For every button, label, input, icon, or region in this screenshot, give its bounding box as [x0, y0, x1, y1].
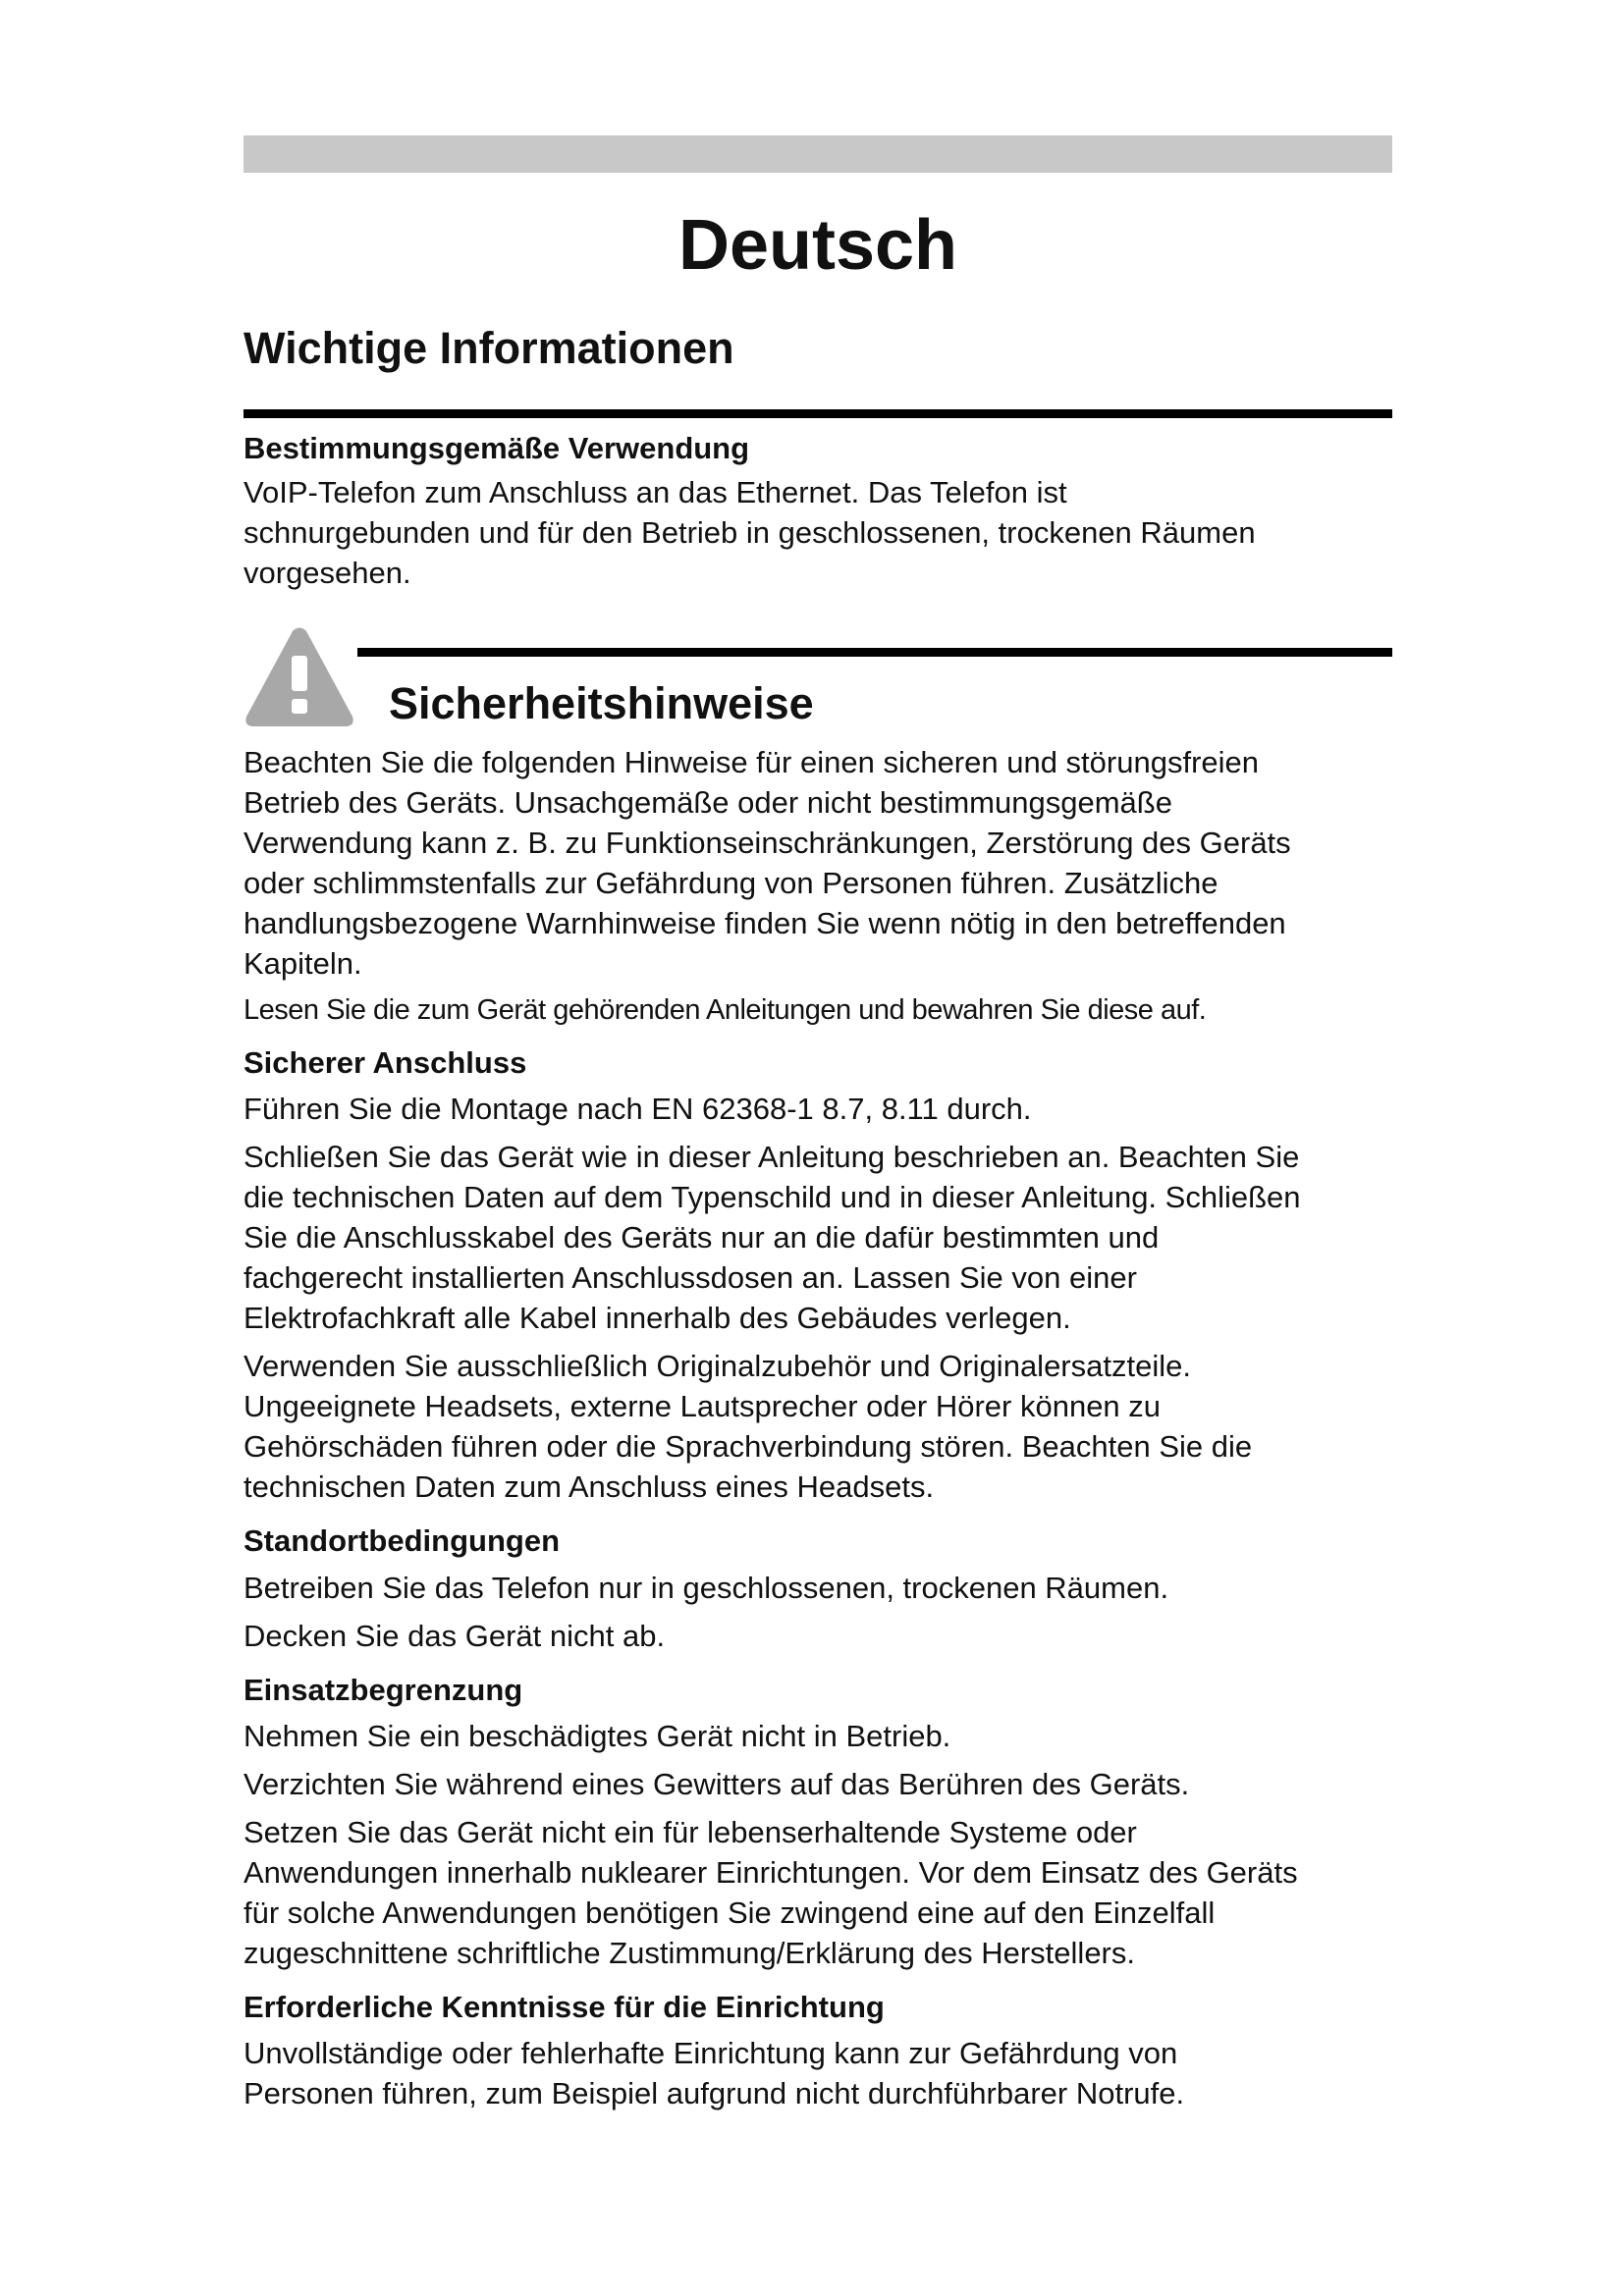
- page-content: [244, 135, 1392, 2113]
- section-heading: Standortbedingungen: [244, 1523, 561, 1559]
- text-line: handlungsbezogene Warnhinweise finden Sie wenn nötig in den betreffenden: [244, 906, 1286, 941]
- intended-use-block: [244, 430, 1392, 593]
- text-line: Sie die Anschlusskabel des Geräts nur an die dafür bestimmten und: [244, 1220, 1160, 1255]
- text-line: Ungeeignete Headsets, externe Lautsprecher oder Hörer können zu: [244, 1389, 1162, 1424]
- section-secure-connection: [244, 1044, 1392, 1507]
- paragraph: [244, 1346, 1392, 1507]
- section-heading: Einsatzbegrenzung: [244, 1672, 523, 1707]
- section-title: Wichtige Informationen: [244, 323, 734, 373]
- text-line: Setzen Sie das Gerät nicht ein für lebenserhaltende Systeme oder: [244, 1814, 1137, 1849]
- safety-intro: [244, 742, 1392, 984]
- safety-title: Sicherheitshinweise: [389, 678, 814, 729]
- text-line: Decken Sie das Gerät nicht ab.: [244, 1618, 666, 1653]
- text-line: Personen führen, zum Beispiel aufgrund nicht durchführbarer Notrufe.: [244, 2075, 1185, 2110]
- text-line: Kapiteln.: [244, 946, 362, 982]
- warning-triangle-icon: [244, 626, 355, 728]
- text-line: Betreiben Sie das Telefon nur in geschlossenen, trockenen Räumen.: [244, 1570, 1169, 1605]
- paragraph: [244, 1812, 1392, 1973]
- paragraph: [244, 2033, 1392, 2113]
- section-location-conditions: [244, 1522, 1392, 1655]
- text-line: Anwendungen innerhalb nuklearer Einrichtungen. Vor dem Einsatz des Geräts: [244, 1854, 1298, 1890]
- text-line: Betrieb des Geräts. Unsachgemäße oder nicht bestimmungsgemäße: [244, 785, 1172, 821]
- paragraph: [244, 1568, 1392, 1608]
- intended-use-heading: Bestimmungsgemäße Verwendung: [244, 431, 750, 465]
- text-line: schnurgebunden und für den Betrieb in geschlossenen, trockenen Räumen: [244, 515, 1256, 551]
- safety-note: Lesen Sie die zum Gerät gehörenden Anleitungen und bewahren Sie diese auf.: [244, 994, 1207, 1027]
- text-line: oder schlimmstenfalls zur Gefährdung von Personen führen. Zusätzliche: [244, 866, 1218, 901]
- text-line: technischen Daten zum Anschluss eines Headsets.: [244, 1469, 935, 1505]
- paragraph: [244, 1716, 1392, 1756]
- text-line: Verzichten Sie während eines Gewitters auf das Berühren des Geräts.: [244, 1766, 1190, 1801]
- text-line: zugeschnittene schriftliche Zustimmung/Erklärung des Herstellers.: [244, 1935, 1135, 1970]
- text-line: für solche Anwendungen benötigen Sie zwingend eine auf den Einzelfall: [244, 1895, 1216, 1930]
- intended-use-text: [244, 472, 1392, 593]
- section-divider: [244, 409, 1392, 418]
- language-title: Deutsch: [677, 206, 958, 285]
- paragraph: [244, 1137, 1392, 1338]
- paragraph: [244, 1089, 1392, 1129]
- text-line: Nehmen Sie ein beschädigtes Gerät nicht in Betrieb.: [244, 1718, 951, 1753]
- section-usage-limits: [244, 1672, 1392, 1973]
- section-heading: Erforderliche Kenntnisse für die Einrichtung: [244, 1989, 885, 2024]
- paragraph: [244, 1764, 1392, 1804]
- text-line: Elektrofachkraft alle Kabel innerhalb des Gebäudes verlegen.: [244, 1301, 1071, 1336]
- text-line: VoIP-Telefon zum Anschluss an das Ethernet. Das Telefon ist: [244, 475, 1067, 510]
- text-line: Gehörschäden führen oder die Sprachverbindung stören. Beachten Sie die: [244, 1429, 1253, 1465]
- safety-divider: [357, 648, 1392, 657]
- text-line: die technischen Daten auf dem Typenschild und in dieser Anleitung. Schließen: [244, 1180, 1301, 1215]
- text-line: Führen Sie die Montage nach EN 62368-1 8.7, 8.11 durch.: [244, 1092, 1032, 1127]
- text-line: Beachten Sie die folgenden Hinweise für einen sicheren und störungsfreien: [244, 745, 1260, 780]
- header-band: [244, 135, 1392, 173]
- text-line: fachgerecht installierten Anschlussdosen an. Lassen Sie von einer: [244, 1260, 1137, 1296]
- paragraph: [244, 1616, 1392, 1656]
- text-line: Verwenden Sie ausschließlich Originalzubehör und Originalersatzteile.: [244, 1349, 1191, 1384]
- text-line: Schließen Sie das Gerät wie in dieser Anleitung beschrieben an. Beachten Sie: [244, 1140, 1300, 1175]
- safety-header: [244, 626, 1392, 736]
- section-required-knowledge: [244, 1989, 1392, 2113]
- text-line: Unvollständige oder fehlerhafte Einrichtung kann zur Gefährdung von: [244, 2035, 1178, 2070]
- text-line: Verwendung kann z. B. zu Funktionseinschränkungen, Zerstörung des Geräts: [244, 826, 1291, 861]
- section-heading: Sicherer Anschluss: [244, 1045, 527, 1081]
- text-line: vorgesehen.: [244, 556, 411, 591]
